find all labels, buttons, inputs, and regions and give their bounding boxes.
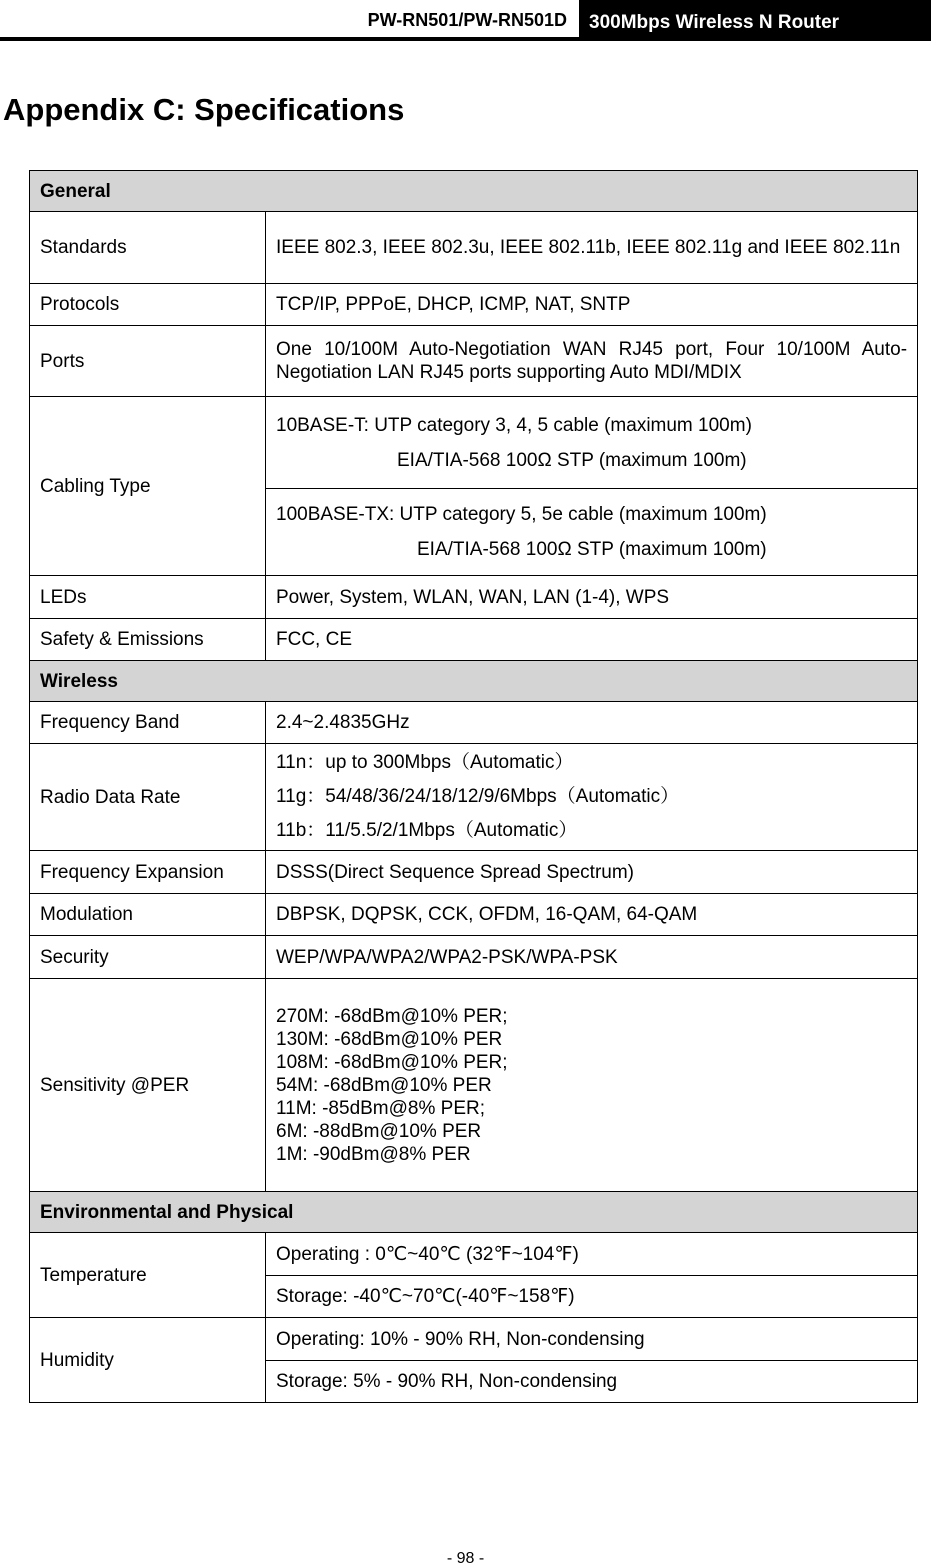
- row-value: DBPSK, DQPSK, CCK, OFDM, 16-QAM, 64-QAM: [266, 894, 918, 936]
- header-product: 300Mbps Wireless N Router: [579, 0, 931, 40]
- row-frequency-expansion: [30, 851, 918, 894]
- row-label: Security: [30, 936, 266, 979]
- specifications-table: [29, 170, 918, 1403]
- row-label: Protocols: [30, 284, 266, 326]
- row-value: Storage: -40℃~70℃(-40℉~158℉): [266, 1276, 918, 1318]
- row-label: Frequency Expansion: [30, 851, 266, 894]
- radio-rate-11n: 11n：up to 300Mbps（Automatic）: [276, 752, 574, 773]
- row-value-10base: [266, 397, 918, 489]
- row-value: FCC, CE: [266, 619, 918, 661]
- page-title: Appendix C: Specifications: [3, 92, 405, 127]
- row-radio-data-rate: [30, 744, 918, 851]
- row-value: 2.4~2.4835GHz: [266, 702, 918, 744]
- sensitivity-line: 108M: -68dBm@10% PER;: [276, 1051, 508, 1073]
- row-value: DSSS(Direct Sequence Spread Spectrum): [266, 851, 918, 894]
- section-title: General: [30, 171, 918, 212]
- header-model: [0, 10, 577, 31]
- row-label: Ports: [30, 326, 266, 397]
- row-ports: [30, 326, 918, 397]
- radio-rate-11g: 11g：54/48/36/24/18/12/9/6Mbps（Automatic）: [276, 786, 680, 807]
- row-value: IEEE 802.3, IEEE 802.3u, IEEE 802.11b, IEEE 802.11g and IEEE 802.11n: [266, 212, 918, 284]
- row-value: Operating : 0℃~40℃ (32℉~104℉): [266, 1233, 918, 1276]
- row-temperature-operating: [30, 1233, 918, 1276]
- cabling-10base-line1: 10BASE-T: UTP category 3, 4, 5 cable (maximum 100m): [276, 414, 752, 436]
- row-label: Sensitivity @PER: [30, 979, 266, 1192]
- cabling-100base-line2: EIA/TIA-568 100Ω STP (maximum 100m): [417, 539, 767, 560]
- row-label: Radio Data Rate: [30, 744, 266, 851]
- page-number: - 98 -: [446, 1550, 485, 1567]
- row-label: LEDs: [30, 576, 266, 619]
- row-modulation: [30, 894, 918, 936]
- sensitivity-line: 54M: -68dBm@10% PER: [276, 1074, 492, 1096]
- row-label: Standards: [30, 212, 266, 284]
- sensitivity-line: 130M: -68dBm@10% PER: [276, 1028, 503, 1050]
- section-wireless: [30, 661, 918, 702]
- section-environmental: [30, 1192, 918, 1233]
- row-value: One 10/100M Auto-Negotiation WAN RJ45 port, Four 10/100M Auto-Negotiation LAN RJ45 ports supporting Auto MDI/MDIX: [266, 326, 918, 397]
- row-protocols: [30, 284, 918, 326]
- row-security: [30, 936, 918, 979]
- cabling-10base-line2: EIA/TIA-568 100Ω STP (maximum 100m): [397, 449, 747, 471]
- row-frequency-band: [30, 702, 918, 744]
- section-general: [30, 171, 918, 212]
- row-sensitivity: [30, 979, 918, 1192]
- row-label: Frequency Band: [30, 702, 266, 744]
- row-label: Humidity: [30, 1318, 266, 1403]
- header-rule: [0, 37, 931, 41]
- sensitivity-line: 11M: -85dBm@8% PER;: [276, 1097, 486, 1119]
- row-label: Modulation: [30, 894, 266, 936]
- page-header: [0, 0, 931, 41]
- row-label: Temperature: [30, 1233, 266, 1318]
- sensitivity-line: 1M: -90dBm@8% PER: [276, 1143, 471, 1165]
- row-standards: [30, 212, 918, 284]
- cabling-100base-line1: 100BASE-TX: UTP category 5, 5e cable (maximum 100m): [276, 504, 767, 525]
- row-value: Power, System, WLAN, WAN, LAN (1-4), WPS: [266, 576, 918, 619]
- section-title: Wireless: [30, 661, 918, 702]
- row-safety: [30, 619, 918, 661]
- row-value: [266, 979, 918, 1192]
- radio-rate-11b: 11b：11/5.5/2/1Mbps（Automatic）: [276, 820, 578, 841]
- row-value: [266, 744, 918, 851]
- row-value-100base: [266, 489, 918, 576]
- section-title: Environmental and Physical: [30, 1192, 918, 1233]
- sensitivity-line: 270M: -68dBm@10% PER;: [276, 1005, 508, 1027]
- row-label: Safety & Emissions: [30, 619, 266, 661]
- sensitivity-line: 6M: -88dBm@10% PER: [276, 1120, 482, 1142]
- row-value: TCP/IP, PPPoE, DHCP, ICMP, NAT, SNTP: [266, 284, 918, 326]
- row-leds: [30, 576, 918, 619]
- row-value: WEP/WPA/WPA2/WPA2-PSK/WPA-PSK: [266, 936, 918, 979]
- row-humidity-operating: [30, 1318, 918, 1361]
- header-model-text: PW-RN501/PW-RN501D: [367, 10, 567, 30]
- row-value: Operating: 10% - 90% RH, Non-condensing: [266, 1318, 918, 1361]
- row-cabling-10base: [30, 397, 918, 489]
- row-label: Cabling Type: [30, 397, 266, 576]
- row-value: Storage: 5% - 90% RH, Non-condensing: [266, 1361, 918, 1403]
